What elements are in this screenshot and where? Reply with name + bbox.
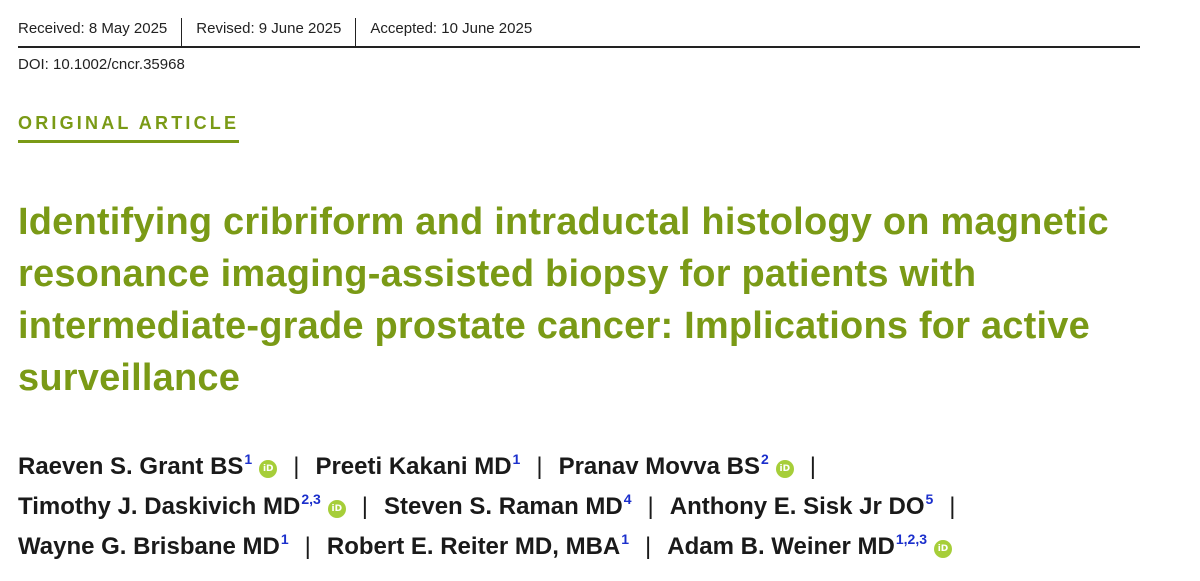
author-7[interactable] — [18, 533, 289, 560]
affiliation-link[interactable]: 1,2,3 — [895, 531, 927, 547]
author-separator: | — [361, 493, 369, 520]
article-history — [18, 0, 1140, 48]
author-2[interactable] — [315, 453, 520, 480]
orcid-icon[interactable]: iD — [776, 460, 794, 478]
author-name: Robert E. Reiter MD, MBA — [326, 533, 621, 560]
affiliation-link[interactable]: 1 — [280, 531, 289, 547]
article-type-label: ORIGINAL ARTICLE — [18, 113, 239, 143]
article-title: Identifying cribriform and intraductal histology on magnetic resonance imaging-assisted biopsy for patients with intermediate-grade prostate cancer: Implications for active surveillance — [18, 201, 1109, 399]
affiliation-link[interactable]: 2 — [760, 451, 769, 467]
author-name: Pranav Movva BS — [558, 453, 760, 480]
author-separator: | — [809, 453, 817, 480]
affiliation-link[interactable]: 1 — [512, 451, 521, 467]
author-name: Raeven S. Grant BS — [18, 453, 244, 480]
author-separator: | — [536, 453, 543, 480]
affiliation-link[interactable]: 5 — [925, 491, 934, 507]
author-name: Timothy J. Daskivich MD — [18, 493, 301, 520]
accepted-date: Accepted: 10 June 2025 — [355, 18, 546, 46]
affiliation-link[interactable]: 2,3 — [301, 491, 321, 507]
author-name: Preeti Kakani MD — [315, 453, 512, 480]
author-separator: | — [293, 453, 300, 480]
author-separator: | — [304, 533, 311, 560]
author-list — [18, 447, 1168, 567]
affiliation-link[interactable]: 1 — [244, 451, 253, 467]
author-name: Wayne G. Brisbane MD — [18, 533, 280, 560]
author-separator: | — [949, 493, 956, 520]
author-separator: | — [647, 493, 654, 520]
orcid-icon[interactable]: iD — [934, 540, 952, 558]
author-5[interactable] — [384, 493, 632, 520]
author-4[interactable] — [18, 493, 346, 520]
affiliation-link[interactable]: 4 — [623, 491, 632, 507]
author-9[interactable] — [667, 533, 952, 560]
affiliation-link[interactable]: 1 — [621, 531, 630, 547]
orcid-icon[interactable]: iD — [259, 460, 277, 478]
author-name: Adam B. Weiner MD — [667, 533, 895, 560]
author-name: Anthony E. Sisk Jr DO — [669, 493, 925, 520]
author-8[interactable] — [327, 533, 629, 560]
author-3[interactable] — [559, 453, 794, 480]
orcid-icon[interactable]: iD — [328, 500, 346, 518]
doi-link[interactable]: DOI: 10.1002/cncr.35968 — [18, 56, 185, 73]
author-6[interactable] — [670, 493, 934, 520]
author-name: Steven S. Raman MD — [384, 493, 623, 520]
author-1[interactable] — [18, 453, 277, 480]
revised-date: Revised: 9 June 2025 — [181, 18, 355, 46]
author-separator: | — [645, 533, 652, 560]
received-date: Received: 8 May 2025 — [18, 20, 168, 37]
